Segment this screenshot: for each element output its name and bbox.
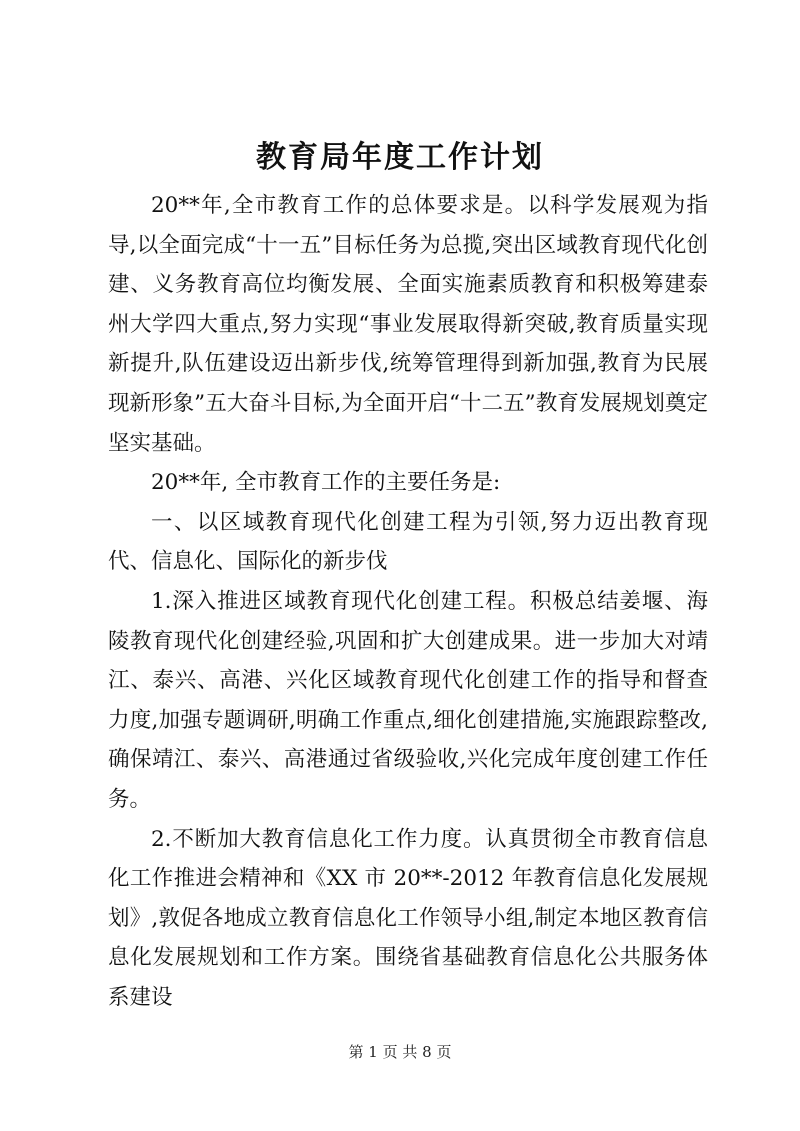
section-heading-1: 一、以区域教育现代化创建工程为引领,努力迈出教育现代、信息化、国际化的新步伐 — [108, 509, 708, 575]
page-footer: 第 1 页 共 8 页 — [348, 1043, 452, 1061]
paragraph-overall-requirements: 20**年,全市教育工作的总体要求是。以科学发展观为指导,以全面完成“十一五”目标任务为总揽,突出区域教育现代化创建、义务教育高位均衡发展、全面实施素质教育和积极筹建泰州大学四大重点,努力实现“事业发展取得新突破,教育质量实现新提升,队伍建设迈出新步伐,统筹管理得到新加强,教育为民展现新形象”五大奋斗目标,为全面开启“十二五”教育发展规划奠定坚实基础。 — [108, 193, 708, 456]
document-body — [108, 186, 708, 1017]
paragraph-item-1: 1.深入推进区域教育现代化创建工程。积极总结姜堰、海陵教育现代化创建经验,巩固和扩大创建成果。进一步加大对靖江、泰兴、高港、兴化区域教育现代化创建工作的指导和督查力度,加强专题调研,明确工作重点,细化创建措施,实施跟踪整改,确保靖江、泰兴、高港通过省级验收,兴化完成年度创建工作任务。 — [108, 588, 708, 812]
paragraph-item-2: 2.不断加大教育信息化工作力度。认真贯彻全市教育信息化工作推进会精神和《XX 市 20**-2012 年教育信息化发展规划》,敦促各地成立教育信息化工作领导小组,制定本地区教育信息化发展规划和工作方案。围绕省基础教育信息化公共服务体系建设 — [108, 826, 708, 1010]
paragraph-main-tasks-intro: 20**年, 全市教育工作的主要任务是: — [151, 470, 501, 496]
document-title: 教育局年度工作计划 — [256, 140, 544, 175]
